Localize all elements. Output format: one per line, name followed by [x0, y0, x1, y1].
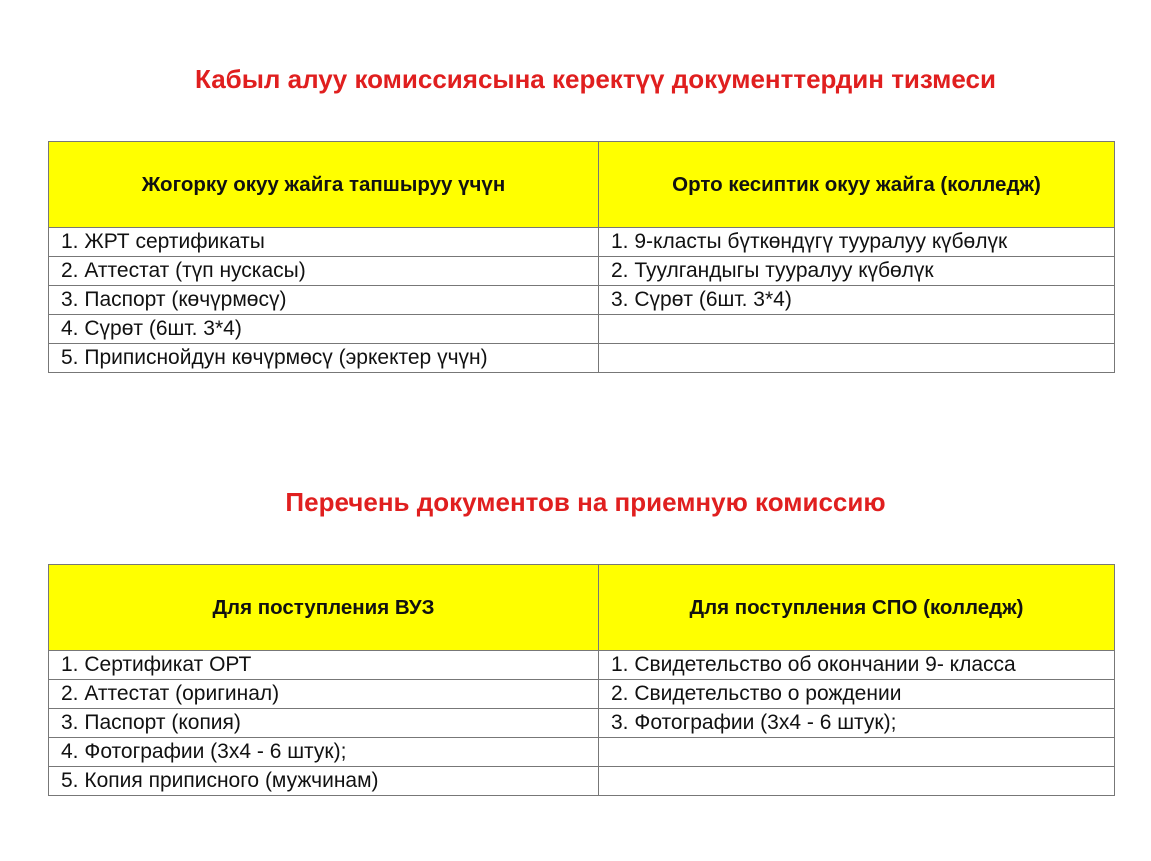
table-header-row — [49, 142, 1115, 228]
university-doc-item: 4. Фотографии (3х4 - 6 штук); — [49, 738, 599, 767]
table-row — [49, 738, 1115, 767]
college-doc-item: 3. Сүрөт (6шт. 3*4) — [599, 286, 1115, 315]
university-doc-item: 5. Приписнойдун көчүрмөсү (эркектер үчүн) — [49, 344, 599, 373]
table-row — [49, 767, 1115, 796]
university-doc-item: 5. Копия приписного (мужчинам) — [49, 767, 599, 796]
college-doc-item — [599, 344, 1115, 373]
header-university: Жогорку окуу жайга тапшыруу үчүн — [49, 142, 599, 228]
university-doc-item: 2. Аттестат (түп нускасы) — [49, 257, 599, 286]
university-doc-item: 4. Сүрөт (6шт. 3*4) — [49, 315, 599, 344]
college-doc-item: 2. Свидетельство о рождении — [599, 680, 1115, 709]
table-row — [49, 344, 1115, 373]
college-doc-item — [599, 315, 1115, 344]
college-doc-item: 3. Фотографии (3х4 - 6 штук); — [599, 709, 1115, 738]
college-doc-item — [599, 767, 1115, 796]
university-doc-item: 3. Паспорт (копия) — [49, 709, 599, 738]
header-college: Орто кесиптик окуу жайга (колледж) — [599, 142, 1115, 228]
kyrgyz-list-title: Кабыл алуу комиссиясына керектүү документтердин тизмеси — [195, 64, 996, 94]
college-doc-item: 1. 9-класты бүткөндүгү тууралуу күбөлүк — [599, 228, 1115, 257]
header-college: Для поступления СПО (колледж) — [599, 565, 1115, 651]
university-doc-item: 3. Паспорт (көчүрмөсү) — [49, 286, 599, 315]
table-row — [49, 257, 1115, 286]
table-row — [49, 709, 1115, 738]
table-row — [49, 680, 1115, 709]
table-header-row — [49, 565, 1115, 651]
russian-list-title: Перечень документов на приемную комиссию — [285, 487, 886, 517]
russian-documents-table — [48, 564, 1115, 796]
kyrgyz-documents-table — [48, 141, 1115, 373]
table-row — [49, 228, 1115, 257]
college-doc-item: 2. Туулгандыгы тууралуу күбөлүк — [599, 257, 1115, 286]
university-doc-item: 1. Сертификат ОРТ — [49, 651, 599, 680]
college-doc-item: 1. Свидетельство об окончании 9- класса — [599, 651, 1115, 680]
university-doc-item: 1. ЖРТ сертификаты — [49, 228, 599, 257]
table-row — [49, 651, 1115, 680]
university-doc-item: 2. Аттестат (оригинал) — [49, 680, 599, 709]
college-doc-item — [599, 738, 1115, 767]
table-row — [49, 286, 1115, 315]
header-university: Для поступления ВУЗ — [49, 565, 599, 651]
table-row — [49, 315, 1115, 344]
